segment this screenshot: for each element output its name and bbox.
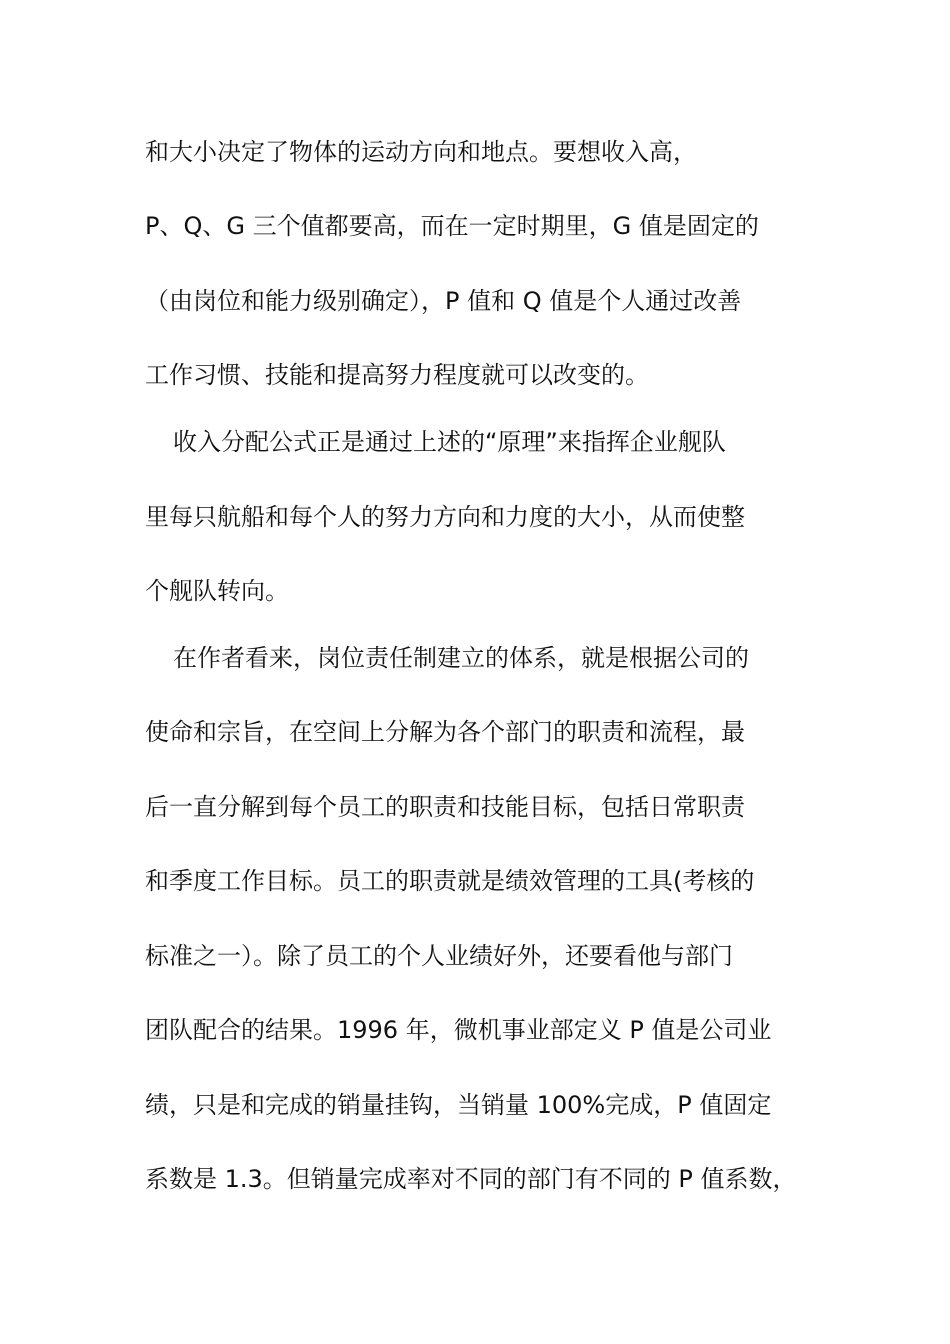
text-line-2: P、Q、G 三个值都要高，而在一定时期里，G 值是固定的 <box>145 212 759 240</box>
text-line-13: 团队配合的结果。1996 年，微机事业部定义 P 值是公司业 <box>145 1016 772 1044</box>
text-line-11: 和季度工作目标。员工的职责就是绩效管理的工具(考核的 <box>145 867 755 895</box>
text-line-8: 在作者看来，岗位责任制建立的体系，就是根据公司的 <box>173 644 749 672</box>
text-line-9: 使命和宗旨，在空间上分解为各个部门的职责和流程，最 <box>145 718 745 746</box>
text-line-3: （由岗位和能力级别确定），P 值和 Q 值是个人通过改善 <box>145 287 742 315</box>
text-line-6: 里每只航船和每个人的努力方向和力度的大小，从而使整 <box>145 503 745 531</box>
text-line-10: 后一直分解到每个员工的职责和技能目标，包括日常职责 <box>145 793 745 821</box>
text-line-12: 标准之一）。除了员工的个人业绩好外，还要看他与部门 <box>145 942 733 970</box>
text-line-1: 和大小决定了物体的运动方向和地点。要想收入高， <box>145 138 697 166</box>
text-line-4: 工作习惯、技能和提高努力程度就可以改变的。 <box>145 361 649 389</box>
text-line-14: 绩，只是和完成的销量挂钩，当销量 100%完成，P 值固定 <box>145 1091 772 1119</box>
text-line-15: 系数是 1.3。但销量完成率对不同的部门有不同的 P 值系数， <box>145 1165 797 1193</box>
text-line-7: 个舰队转向。 <box>145 577 289 605</box>
text-line-5: 收入分配公式正是通过上述的“原理”来指挥企业舰队 <box>173 428 726 456</box>
